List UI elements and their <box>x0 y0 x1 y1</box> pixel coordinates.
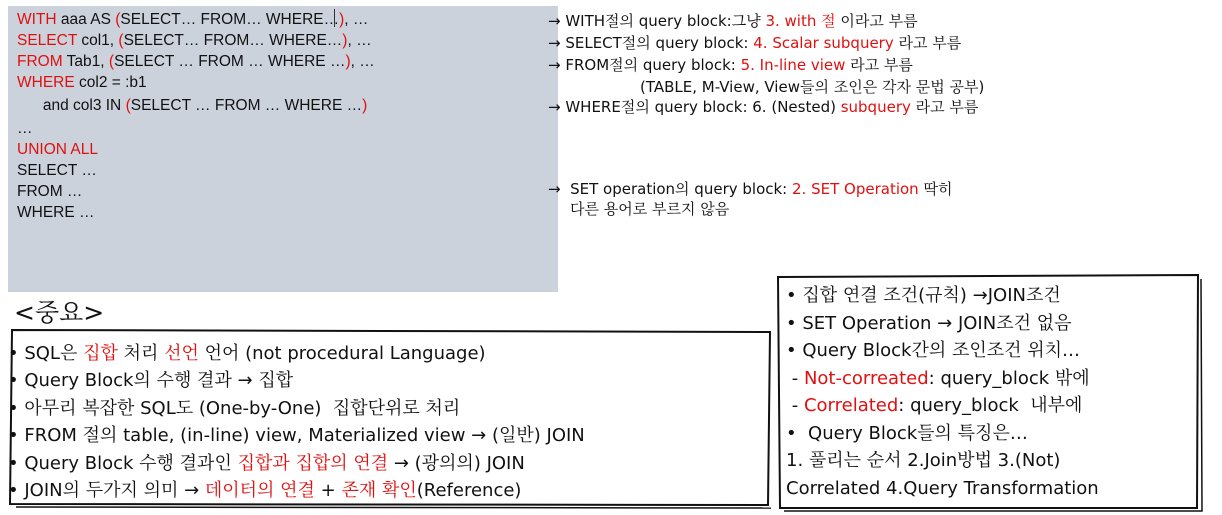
bullet-line <box>786 476 1099 502</box>
bullet-line <box>786 393 1082 419</box>
code-token: ( <box>108 53 115 70</box>
bullet-text: - <box>786 367 804 389</box>
code-token: col2 = :b1 <box>74 74 147 91</box>
code-token: ( <box>118 32 124 49</box>
annotation-text: → SET operation의 query block: <box>548 180 793 198</box>
annotation-text: 이라고 부름 <box>835 12 918 30</box>
bullet-line <box>786 338 1080 364</box>
important-title: <중요> <box>14 298 105 327</box>
annotation-text: 라고 부름 <box>845 56 913 74</box>
bullet-line <box>786 283 1061 309</box>
bullet-text: 언어 (not procedural Language) <box>198 343 486 364</box>
code-token: , … <box>350 53 375 70</box>
code-token: FROM … <box>17 183 83 200</box>
bullet-text: • Query Block들의 특징은… <box>786 422 1028 444</box>
code-token: ) <box>342 32 348 49</box>
bullet-text: Correlated <box>803 395 899 416</box>
bullet-line <box>786 421 1028 447</box>
code-token: WHERE … <box>17 204 95 221</box>
bullet-text: • SQL은 <box>8 343 84 364</box>
bullet-text: • Query Block간의 조인조건 위치… <box>786 340 1080 361</box>
bullet-text: : query_block 내부에 <box>898 395 1083 416</box>
annotation-text: 라고 부름 <box>893 34 962 52</box>
annotation-text: 2. SET Operation <box>792 180 919 198</box>
code-token: WHERE <box>17 74 75 91</box>
annotation-text: 라고 부름 <box>910 98 979 116</box>
bullet-text: • SET Operation → JOIN조건 없음 <box>786 312 1072 334</box>
bullet-line <box>786 366 1090 392</box>
code-token: SELECT <box>17 32 78 49</box>
bullet-text: Not-correated <box>803 367 929 389</box>
bullet-line <box>8 478 521 504</box>
bullet-text: 데이터의 연결 <box>204 480 315 501</box>
annotation-text: subquery <box>840 98 911 116</box>
bullet-line <box>786 311 1071 337</box>
bullet-text: • JOIN의 두가지 의미 → <box>8 480 205 501</box>
annotation-text: → WHERE절의 query block: 6. (Nested) <box>548 98 841 116</box>
annotation-text: 딱히 <box>918 180 953 198</box>
code-token: FROM <box>17 53 63 70</box>
code-token: , … <box>347 32 372 49</box>
bullet-text: • FROM 절의 table, (in-line) view, Materialized view → (일반) JOIN <box>8 425 585 447</box>
important-box-shadow <box>16 507 771 508</box>
bullet-text: • Query Block의 수행 결과 → 집합 <box>8 370 294 392</box>
code-token: UNION ALL <box>17 141 98 158</box>
code-token: ( <box>115 11 121 28</box>
code-token: SELECT… FROM… WHERE… <box>120 11 340 28</box>
bullet-text: → (광의의) JOIN <box>388 452 525 474</box>
annotation-text: 5. In-line view <box>740 56 846 74</box>
code-token: and col3 IN <box>17 97 126 114</box>
annotation-text: (TABLE, M-View, View들의 조인은 각자 문법 공부) <box>640 78 985 96</box>
code-token: , … <box>344 11 369 28</box>
code-token: aaa AS <box>56 11 116 28</box>
annotation-text: → WITH절의 query block:그냥 <box>548 12 766 30</box>
code-token: SELECT … FROM … WHERE … <box>114 53 346 70</box>
bullet-text: Correlated 4.Query Transformation <box>786 477 1099 499</box>
code-token: SELECT … <box>17 162 97 179</box>
bullet-line <box>8 341 486 367</box>
bullet-line <box>8 451 525 477</box>
bullet-line <box>8 423 585 449</box>
bullet-text: • Query Block 수행 결과인 <box>8 452 238 474</box>
bullet-line <box>786 448 1060 474</box>
code-token: ) <box>362 97 368 114</box>
bullet-text: 처리 <box>117 343 165 364</box>
bullet-text: 선언 <box>164 343 199 364</box>
code-token: SELECT… FROM… WHERE… <box>123 32 343 49</box>
code-token: SELECT … FROM … WHERE … <box>130 97 363 114</box>
bullet-text: + <box>314 480 342 501</box>
bullet-text: 집합 <box>83 343 118 364</box>
annotation-text: 다른 용어로 부르지 않음 <box>570 200 730 218</box>
bullet-line <box>8 368 293 394</box>
annotation-text: → FROM절의 query block: <box>548 56 741 74</box>
annotation-text: 4. Scalar subquery <box>753 34 894 52</box>
bullet-text: 존재 확인 <box>341 480 417 501</box>
annotation-text: 3. with 절 <box>765 12 836 30</box>
code-token: … <box>17 120 33 137</box>
bullet-text: • 집합 연결 조건(규칙) →JOIN조건 <box>786 285 1061 306</box>
bullet-text: - <box>786 395 804 416</box>
code-token: col1, <box>77 32 119 49</box>
bullet-text: • 아무리 복잡한 SQL도 (One-by-One) 집합단위로 처리 <box>8 397 461 419</box>
code-token: ) <box>345 53 351 70</box>
code-token: WITH <box>17 11 57 28</box>
code-token: ) <box>339 11 345 28</box>
bullet-text: 1. 풀리는 순서 2.Join방법 3.(Not) <box>786 450 1061 471</box>
annotation-text: → SELECT절의 query block: <box>548 34 754 52</box>
bullet-text: (Reference) <box>416 480 522 501</box>
bullet-text: 집합과 집합의 연결 <box>237 452 389 474</box>
code-token: ( <box>125 97 131 114</box>
bullet-line <box>8 396 460 422</box>
code-token: Tab1, <box>62 53 109 70</box>
bullet-text: : query_block 밖에 <box>928 367 1090 389</box>
